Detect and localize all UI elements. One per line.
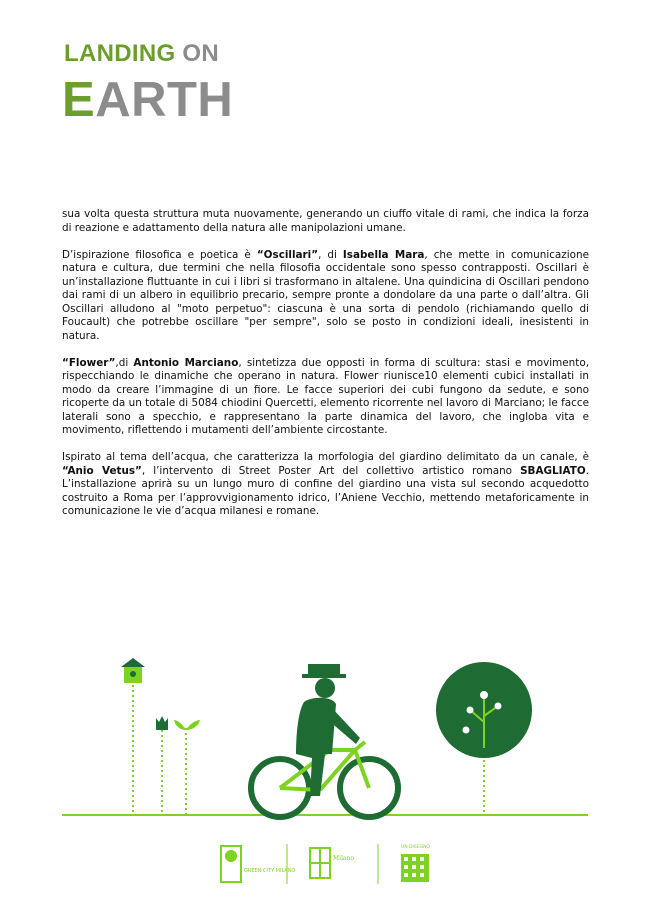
tulip-icon xyxy=(156,716,168,815)
title-on: ON xyxy=(175,40,220,67)
cyclist-garden-illustration xyxy=(0,640,651,820)
bold-text: Antonio Marciano xyxy=(133,356,239,369)
un-disegno-logo xyxy=(401,844,430,882)
bold-text: “Anio Vetus” xyxy=(62,464,142,477)
paragraph xyxy=(62,208,589,235)
text-segment: Ispirato al tema dell’acqua, che caratterizza la morfologia del giardino delimitato da un canale, è xyxy=(62,451,589,463)
title-landing: LANDING xyxy=(64,40,176,67)
text-segment: D’ispirazione filosofica e poetica è xyxy=(62,248,257,261)
paragraph xyxy=(62,249,589,344)
logo1-text: GREEN CITY MILANO xyxy=(244,868,296,874)
title-line-2 xyxy=(62,74,233,126)
milano-logo xyxy=(310,848,354,878)
bold-text: SBAGLIATO xyxy=(520,464,586,477)
title-line-1 xyxy=(64,42,219,66)
logo3-text: UN DISEGNO xyxy=(401,845,430,850)
text-segment: . L’installazione aprirà su un lungo muro di confine del giardino una vista sul secondo acquedotto costruito a Roma per l’approvvigionamento idrico, l’Aniene Vecchio, mettendo metaforicamente in comunicazione le vie d’acqua milanesi e romane. xyxy=(62,464,589,517)
green-city-logo xyxy=(221,846,296,882)
birdhouse-icon xyxy=(121,658,145,815)
paragraph xyxy=(62,451,589,519)
footer-logos xyxy=(0,838,651,890)
logo2-text: Milano xyxy=(333,855,355,862)
title-e: E xyxy=(62,73,96,127)
text-segment: , sintetizza due opposti in forma di scultura: stasi e movimento, rispecchiando le dinamiche che operano in natura. Flower riunisce10 elementi cubici installati in modo da creare l’immagine di un fiore. Le facce superiori dei cubi fungono da sedute, e sono ricoperte da un totale di 5084 chiodini Quercetti, elemento ricorrente nel lavoro di Marciano; le facce laterali sono a specchio, e rappresentano la parte dinamica del lavoro, che ingloba vita e movimento, riflettendo i mutamenti dell’ambiente circostante. xyxy=(62,356,589,436)
text-segment: , di xyxy=(318,248,343,261)
sprout-icon xyxy=(174,720,200,815)
paragraph xyxy=(62,357,589,438)
bold-text: “Flower” xyxy=(62,356,116,369)
title-arth: ARTH xyxy=(95,73,234,127)
bold-text: “Oscillari” xyxy=(256,248,319,261)
text-segment: , che mette in comunicazione natura e cultura, due termini che nella filosofia occidentale sono spesso contrapposti. Oscillari è un’installazione fluttuante in cui i libri si trasformano in altalene. Una quindicina di Oscillari pendono dai rami di un albero in equilibrio precario, sempre pronte a dondolare da una parte o dall’altra. Gli Oscillari alludono al "moto perpetuo": ciascuna è una sorta di pendolo (richiamando quello di Foucault) che potrebbe oscillare "per sempre", solo se posto in condizioni ideali, inesistenti in natura. xyxy=(62,248,589,342)
body-text xyxy=(62,208,589,532)
bold-text: Isabella Mara xyxy=(342,248,425,261)
text-segment: , l’intervento di Street Poster Art del collettivo artistico romano xyxy=(141,464,521,477)
text-segment: sua volta questa struttura muta nuovamente, generando un ciuffo vitale di rami, che indica la forza di reazione e adattamento della natura alle manipolazioni umane. xyxy=(62,208,589,234)
round-tree-icon xyxy=(436,662,532,815)
bicycle-icon xyxy=(251,759,398,817)
text-segment: ,di xyxy=(115,356,134,369)
